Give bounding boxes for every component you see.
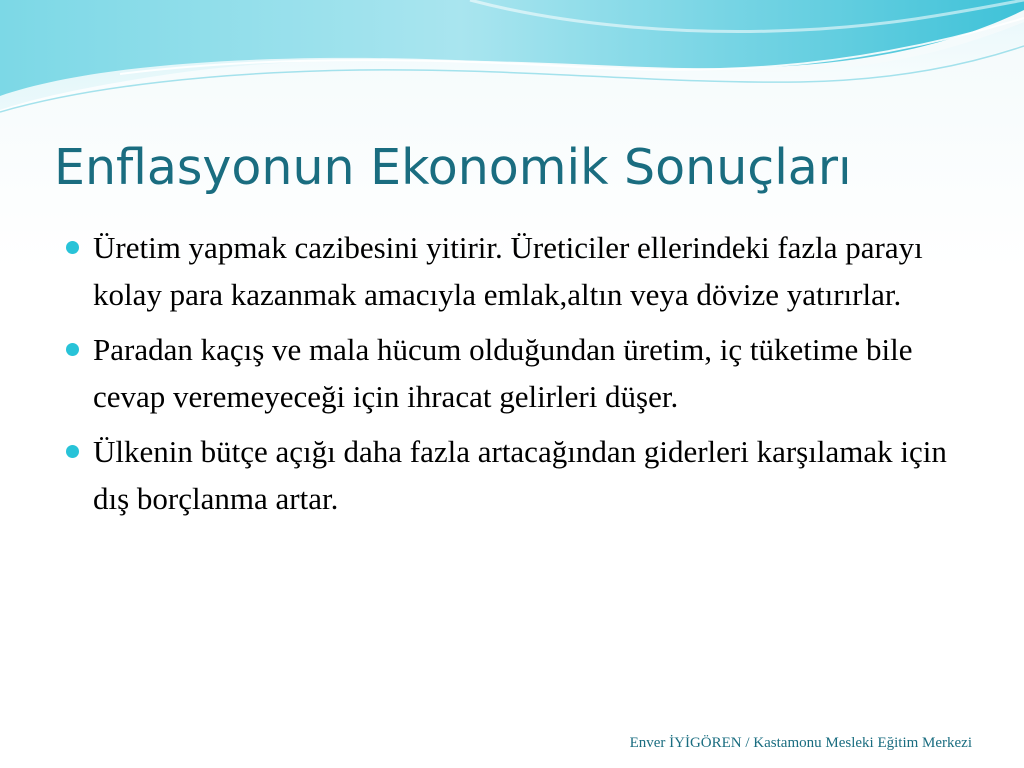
bullet-dot-icon bbox=[66, 343, 79, 356]
bullet-item bbox=[62, 326, 962, 420]
bullet-text: Üretim yapmak cazibesini yitirir. Üreticiler ellerindeki fazla parayı kolay para kazanmak amacıyla emlak,altın veya dövize yatırırlar. bbox=[93, 230, 923, 312]
slide-title: Enflasyonun Ekonomik Sonuçları bbox=[54, 139, 852, 196]
bullet-item bbox=[62, 224, 962, 318]
header-wave-decoration bbox=[0, 0, 1024, 130]
bullet-text: Ülkenin bütçe açığı daha fazla artacağından giderleri karşılamak için dış borçlanma artar. bbox=[93, 434, 947, 516]
bullet-dot-icon bbox=[66, 445, 79, 458]
bullet-dot-icon bbox=[66, 241, 79, 254]
bullet-item bbox=[62, 428, 962, 522]
bullet-list bbox=[62, 224, 962, 530]
footer-credit: Enver İYİGÖREN / Kastamonu Mesleki Eğitim Merkezi bbox=[629, 735, 972, 751]
bullet-text: Paradan kaçış ve mala hücum olduğundan üretim, iç tüketime bile cevap veremeyeceği için ihracat gelirleri düşer. bbox=[93, 332, 913, 414]
